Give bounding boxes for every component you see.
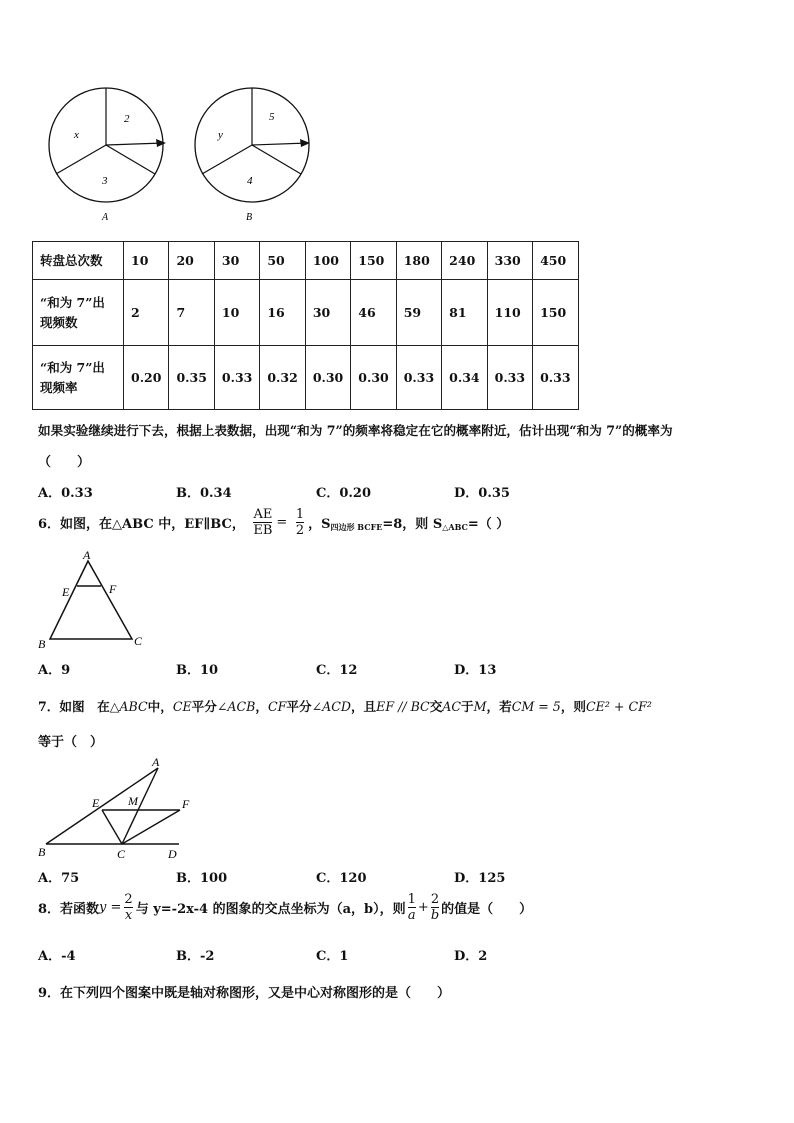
q7-acb: ∠ACB xyxy=(216,699,256,714)
table-cell: 81 xyxy=(442,280,487,346)
q7-text-j: ，则 xyxy=(560,699,587,714)
q8-fraction-2-x xyxy=(124,892,132,923)
q6-frac2-num: 1 xyxy=(295,507,305,522)
table-header-rates-line1: “和为 7”出 xyxy=(40,359,105,375)
q7-acd: ∠ACD xyxy=(311,699,351,714)
q6-option-a[interactable]: A．9 xyxy=(38,663,71,678)
q6-label-e: E xyxy=(62,585,70,599)
spinner-b-sector-y: y xyxy=(218,129,223,141)
q7-expr: CE² + CF² xyxy=(586,699,652,714)
spinner-b xyxy=(195,88,310,223)
q8-y-eq: y = xyxy=(99,900,122,915)
q5-paren: （ ） xyxy=(38,455,91,470)
q7-label-d: D xyxy=(168,847,177,861)
q8-f1-den: a xyxy=(407,908,416,923)
q7-text-f: ，且 xyxy=(350,699,377,714)
q8-option-a[interactable]: A．-4 xyxy=(38,949,76,964)
q6-question xyxy=(38,507,509,538)
table-cell: 20 xyxy=(169,242,214,280)
spinner-a-label: A xyxy=(102,212,109,223)
q6-option-b[interactable]: B．10 xyxy=(176,663,219,678)
q5-option-b[interactable]: B．0.34 xyxy=(176,486,232,501)
table-cell: 59 xyxy=(396,280,441,346)
table-cell: 30 xyxy=(214,242,259,280)
table-cell: 46 xyxy=(351,280,396,346)
q6-frac-num: AE xyxy=(253,507,273,522)
q7-text-h: 于 xyxy=(461,699,474,714)
spinner-a-sector-2: 2 xyxy=(124,113,130,125)
q7-text-a: 7．如图 在 xyxy=(38,699,110,714)
q8-mid: 与 y=-2x-4 的图象的交点坐标为（a，b），则 xyxy=(135,902,406,917)
q7-label-b: B xyxy=(38,845,46,859)
table-cell: 0.30 xyxy=(305,346,350,410)
q8-fraction-1-a xyxy=(408,892,416,923)
q7-text-d: ， xyxy=(255,699,268,714)
table-row-counts xyxy=(33,280,579,346)
table-cell: 0.30 xyxy=(351,346,396,410)
table-cell: 150 xyxy=(533,280,578,346)
q6-frac2-den: 2 xyxy=(295,523,305,538)
q7-tri: △ABC xyxy=(109,699,148,714)
q8-f2-num: 2 xyxy=(430,892,440,907)
table-row-rates xyxy=(33,346,579,410)
table-cell: 0.33 xyxy=(214,346,259,410)
q9-question: 9．在下列四个图案中既是轴对称图形，又是中心对称图形的是（ ） xyxy=(38,986,451,1001)
table-cell: 2 xyxy=(124,280,169,346)
spinner-b-sector-4: 4 xyxy=(247,175,253,187)
q7-label-a: A xyxy=(152,755,160,769)
q6-label-c: C xyxy=(134,634,143,648)
q7-text-i: ，若 xyxy=(486,699,512,714)
q6-mid: =8，则 S xyxy=(382,517,443,532)
table-cell: 0.33 xyxy=(396,346,441,410)
q6-suffix: =（ ） xyxy=(467,517,510,532)
q6-option-c[interactable]: C．12 xyxy=(316,663,358,678)
q8-frac-den: x xyxy=(124,908,133,923)
q8-fraction-2-b xyxy=(431,892,439,923)
frequency-table xyxy=(32,241,579,410)
table-header-rates-line2: 现频率 xyxy=(40,379,78,395)
q7-option-d[interactable]: D．125 xyxy=(454,871,506,886)
q8-option-c[interactable]: C．1 xyxy=(316,949,349,964)
q7-label-e: E xyxy=(92,796,100,810)
q7-text-g: 交 xyxy=(429,699,443,714)
table-cell: 110 xyxy=(487,280,532,346)
table-cell: 0.33 xyxy=(487,346,532,410)
q6-s: ，S xyxy=(308,517,331,532)
q8-option-d[interactable]: D．2 xyxy=(454,949,488,964)
q7-option-a[interactable]: A．75 xyxy=(38,871,80,886)
spinner-a xyxy=(49,88,166,223)
q6-s-sub: 四边形 BCFE xyxy=(330,522,383,532)
table-cell: 10 xyxy=(214,280,259,346)
table-header-counts-line2: 现频数 xyxy=(40,314,78,330)
q7-efbc: EF // BC xyxy=(376,699,430,714)
q7-figure xyxy=(34,752,204,864)
q8-f2-den: b xyxy=(430,908,440,923)
table-cell: 0.35 xyxy=(169,346,214,410)
table-header-counts xyxy=(33,280,124,346)
table-header-rates xyxy=(33,346,124,410)
table-cell: 10 xyxy=(124,242,169,280)
q7-m: M xyxy=(473,699,487,714)
q6-label-f: F xyxy=(109,582,117,596)
q6-prefix: 6．如图，在△ABC 中，EF∥BC， xyxy=(38,517,245,532)
spinner-figures xyxy=(40,80,330,230)
q6-fraction-half xyxy=(296,507,304,538)
table-cell: 0.34 xyxy=(442,346,487,410)
table-cell: 0.33 xyxy=(533,346,578,410)
table-header-counts-line1: “和为 7”出 xyxy=(40,294,105,310)
table-row-totals xyxy=(33,242,579,280)
q7-question-line1 xyxy=(38,696,652,715)
q7-ce: CE xyxy=(172,699,192,714)
table-cell: 180 xyxy=(396,242,441,280)
q6-option-d[interactable]: D．13 xyxy=(454,663,497,678)
q7-label-f: F xyxy=(182,797,190,811)
q7-text-e: 平分 xyxy=(286,699,312,714)
q7-label-c: C xyxy=(117,847,126,861)
q7-text-b: 中， xyxy=(147,699,173,714)
q6-label-a: A xyxy=(83,548,91,562)
q7-label-m: M xyxy=(128,794,138,808)
q6-fraction-ae-eb xyxy=(253,507,272,538)
spinner-b-label: B xyxy=(246,212,253,223)
q7-cm: CM = 5 xyxy=(511,699,561,714)
table-cell: 7 xyxy=(169,280,214,346)
q5-option-c[interactable]: C．0.20 xyxy=(316,486,372,501)
spinner-a-sector-3: 3 xyxy=(102,175,108,187)
q8-option-b[interactable]: B．-2 xyxy=(176,949,215,964)
q7-text-c: 平分 xyxy=(191,699,217,714)
q6-eq: = xyxy=(276,515,288,530)
q6-label-b: B xyxy=(38,637,46,651)
q6-triangle-figure xyxy=(34,547,154,653)
table-cell: 50 xyxy=(260,242,305,280)
q5-question-text: 如果实验继续进行下去，根据上表数据，出现“和为 7”的频率将稳定在它的概率附近，估计出现“和为 7”的概率为 xyxy=(38,423,673,438)
table-cell: 16 xyxy=(260,280,305,346)
spinner-a-sector-x: x xyxy=(74,129,79,141)
table-cell: 240 xyxy=(442,242,487,280)
q8-suffix: 的值是（ ） xyxy=(441,902,533,917)
q5-option-d[interactable]: D．0.35 xyxy=(454,486,510,501)
q8-question xyxy=(38,892,532,923)
q8-prefix: 8．若函数 xyxy=(38,902,100,917)
q7-cf: CF xyxy=(268,699,287,714)
table-cell: 150 xyxy=(351,242,396,280)
table-cell: 330 xyxy=(487,242,532,280)
table-header-totals: 转盘总次数 xyxy=(33,242,124,280)
table-cell: 30 xyxy=(305,280,350,346)
table-cell: 0.20 xyxy=(124,346,169,410)
q8-plus: + xyxy=(417,900,429,915)
q7-question-line2: 等于（ ） xyxy=(38,735,104,750)
q6-frac-den: EB xyxy=(253,523,273,538)
q5-option-a[interactable]: A．0.33 xyxy=(38,486,93,501)
q8-frac-num: 2 xyxy=(124,892,133,907)
q7-option-b[interactable]: B．100 xyxy=(176,871,228,886)
spinner-b-sector-5: 5 xyxy=(269,111,275,123)
table-cell: 0.32 xyxy=(260,346,305,410)
table-cell: 100 xyxy=(305,242,350,280)
q6-s-sub2: △ABC xyxy=(442,522,468,532)
table-cell: 450 xyxy=(533,242,578,280)
q7-ac: AC xyxy=(442,699,462,714)
q8-f1-num: 1 xyxy=(407,892,416,907)
q7-option-c[interactable]: C．120 xyxy=(316,871,367,886)
